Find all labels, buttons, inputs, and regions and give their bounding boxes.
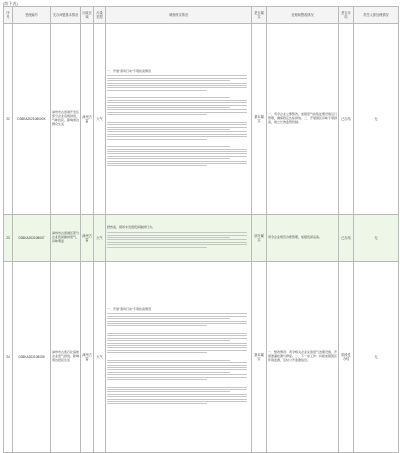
investigation-heading: 经核查，现场未发现夜间偷排行为。 xyxy=(107,225,156,230)
cell-district: 漳州古雷 xyxy=(81,24,94,215)
header-investigation: 调查核实情况 xyxy=(106,7,252,24)
cell-handling: 一、整改情况：责令相关企业完善废气治理设施，开展泄漏检测与修复。二、下一步工作：持续加强园区环境监测，及时公开监测信息。 xyxy=(267,262,339,453)
cell-code: D35KA202108009 xyxy=(13,262,51,453)
case-table xyxy=(3,6,399,453)
cell-accountability: 无 xyxy=(354,215,399,262)
cell-done: 已办结 xyxy=(339,215,354,262)
header-problem: 交办问题基本情况 xyxy=(51,7,81,24)
header-code: 受理编号 xyxy=(13,7,51,24)
cell-handling: 责令企业规范台账管理，加强夜间巡查。 xyxy=(267,215,339,262)
cell-handling: 一、责令企业立即整改，加强废气收集处理设施运行管理，确保稳定达标排放。二、开展园区异味专项排查，建立长效监管机制。 xyxy=(267,24,339,215)
header-accountability: 责任人被处理情况 xyxy=(354,7,399,24)
investigation-body xyxy=(107,311,250,406)
cell-problem: 漳州市古雷港开发区部分企业违规排放，气味扰民，影响周边群众生活 xyxy=(51,24,81,215)
header-no: 序号 xyxy=(4,7,13,24)
header-done: 是否办结 xyxy=(339,7,354,24)
cell-pollution: 大气 xyxy=(94,24,106,215)
investigation-heading: 一、开展“清风行动”专项检查情况 xyxy=(107,68,151,73)
cell-district: 漳州古雷 xyxy=(81,215,94,262)
continuation-label: (续下表) xyxy=(3,1,18,6)
cell-pollution: 大气 xyxy=(94,262,106,453)
cell-investigation xyxy=(106,24,252,215)
cell-truth: 部分属实 xyxy=(252,215,267,262)
header-district: 行政区域 xyxy=(81,7,94,24)
cell-done: 已办结 xyxy=(339,24,354,215)
cell-problem: 漳州市古雷港区部分企业夜间偷排废气，异味明显 xyxy=(51,215,81,262)
cell-district: 漳州古雷 xyxy=(81,262,94,453)
cell-code: D35KA202108007 xyxy=(13,215,51,262)
table-header-row xyxy=(4,7,399,24)
cell-accountability: 无 xyxy=(354,24,399,215)
cell-accountability: 无 xyxy=(354,262,399,453)
header-handling: 处理和整改情况 xyxy=(267,7,339,24)
cell-truth: 基本属实 xyxy=(252,24,267,215)
cell-done: 阶段性办结 xyxy=(339,262,354,453)
cell-truth: 基本属实 xyxy=(252,262,267,453)
cell-code: D35KA202108000X xyxy=(13,24,51,215)
table-row xyxy=(4,24,399,215)
header-pollution: 污染类型 xyxy=(94,7,106,24)
investigation-body xyxy=(107,73,250,168)
cell-problem: 漳州市古雷石化基地企业废气排放，影响周边居民生活 xyxy=(51,262,81,453)
cell-investigation xyxy=(106,262,252,453)
cell-investigation xyxy=(106,215,252,262)
cell-no: 23 xyxy=(4,215,13,262)
cell-pollution: 大气 xyxy=(94,215,106,262)
table-row xyxy=(4,215,399,262)
header-truth: 是否属实 xyxy=(252,7,267,24)
table-row xyxy=(4,262,399,453)
cell-no: 24 xyxy=(4,262,13,453)
investigation-heading: 一、开展“清风行动”专项检查情况 xyxy=(107,306,151,311)
cell-no: 22 xyxy=(4,24,13,215)
investigation-body xyxy=(107,230,250,249)
